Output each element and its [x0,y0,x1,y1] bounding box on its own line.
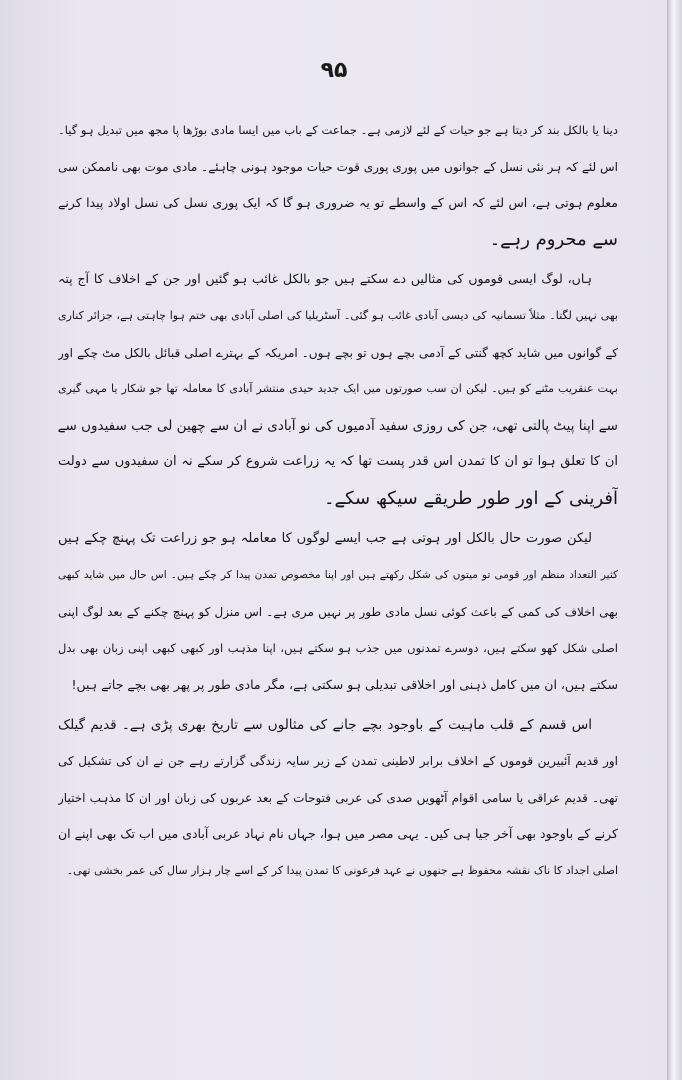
text-line: بھی اخلاف کی کمی کے باعث کوئی نسل مادی طور پر نہیں مری ہے۔ اس منزل کو پہنچ چکنے کے بعد لوگ اپنی [58,604,618,619]
text-line: ہاں، لوگ ایسی قوموں کی مثالیں دے سکتے ہیں جو بالکل غائب ہو گئیں اور جن کے اخلاف کا آج پتہ [58,271,592,287]
text-line: اس قسم کے قلب ماہیت کے باوجود بچے جانے کی مثالوں سے تاریخ بھری پڑی ہے۔ قدیم گیلک [58,716,592,733]
book-spine-edge [667,0,682,1080]
text-line: سے اپنا پیٹ پالتی تھی، جن کی روزی سفید آدمیوں کی نو آبادی نے ان سے چھین لی جب سفیدوں سے [58,417,618,434]
text-line: آفرینی کے اور طور طریقے سیکھ سکے۔ [324,487,618,509]
page-number: ۹۵ [320,58,348,83]
text-line: سکتے ہیں، ان میں کامل ذہنی اور اخلاقی تبدیلی ہو سکتی ہے، مگر مادی طور پر پھر بھی بچے جاتے ہیں! [71,676,618,692]
text-line: کرنے کے باوجود بھی آخر جیا ہی کیں۔ یہی مصر میں ہوا، جہاں نام نہاد عربی آبادی میں اب تک بھی اپنے ان [58,826,618,842]
text-line: بہت عنقریب مٹنے کو ہیں۔ لیکن ان سب صورتوں میں ایک جدید حیدی منتشر آبادی کا معاملہ تھا جو شکار یا مہی گیری [58,382,618,396]
text-line: بھی نہیں لگتا۔ مثلاً تسمانیہ کی دیسی آبادی غائب ہو گئی۔ آسٹریلیا کی اصلی آبادی بھی ختم ہوا چاہتی ہے، جزائر کناری [58,308,618,322]
text-line: کے گوانوں میں شاید کچھ گنتی کے آدمی بچے ہوں تو بچے ہوں۔ امریکہ کے بہترے اصلی قبائل بالکل مٹ چکے اور [58,345,618,360]
text-line: تھی۔ قدیم عراقی یا سامی اقوام آٹھویں صدی کی عربی فتوحات کے بعد عربوں کی زبان اور ان کا مذہب اختیار [58,790,618,805]
body-text [58,112,618,889]
text-line: لیکن صورت حال بالکل اور ہوتی ہے جب ایسے لوگوں کا معاملہ ہو جو زراعت تک پہنچ چکے ہیں [58,530,592,546]
text-line: دینا یا بالکل بند کر دیتا ہے جو حیات کے لئے لازمی ہے۔ جماعت کے باب میں ایسا مادی بوڑھا پا مجھ میں تبدیل ہو گیا۔ [58,123,618,137]
text-line: کثیر التعداد منظم اور قومی تو میتوں کی شکل رکھتے ہیں اور اپنا مخصوص تمدن پیدا کر چکے ہیں۔ اس حال میں شاید کبھی [58,569,618,582]
text-line: ان کا تعلق ہوا تو ان کا تمدن اس قدر پست تھا کہ یہ زراعت شروع کر سکے نہ ان سفیدوں سے دولت [58,454,618,470]
text-line: اصلی اجداد کا ناک نقشہ محفوظ ہے جنھوں نے عہد فرعونی کا تمدن پیدا کر کے اسے چار ہزار سال کی عمر بخشی تھی۔ [66,863,618,877]
text-line: اصلی شکل کھو سکتے ہیں، دوسرے تمدنوں میں جذب ہو سکتے ہیں، اپنا مذہب اور کبھی کبھی اپنی زبان بھی بدل [58,641,618,656]
text-line: معلوم ہوتی ہے، اس لئے کہ اس کے واسطے تو یہ ضروری ہو گا کہ ایک پوری نسل کی نسل اولاد پیدا کرنے [58,195,618,211]
text-line: اس لئے کہ ہر نئی نسل کے جوانوں میں پوری پوری قوت حیات موجود ہونی چاہئے۔ مادی موت بھی ناممکن سی [58,159,618,174]
text-line: سے محروم رہے۔ [489,228,618,250]
text-line: اور قدیم آئبیرین قوموں کے اخلاف برابر لاطینی تمدن کے زیر سایہ زندگی گزارتے رہے جن نے ان کی تشکیل کی [58,754,618,769]
